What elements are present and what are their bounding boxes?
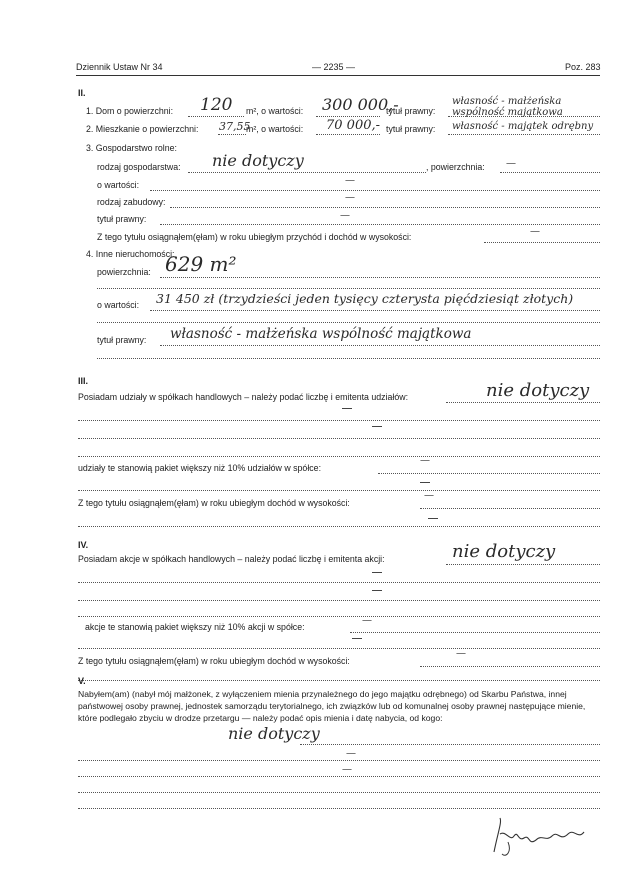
other-value-label: o wartości: — [97, 300, 140, 310]
apartment-area-line — [218, 134, 246, 135]
farm-income-line — [484, 242, 600, 243]
acquisition-question: Nabyłem(am) (nabył mój małżonek, z wyłączeniem mienia przynależnego do jego majątku odrębnego) od Skarbu Państwa, innej państwowej osoby prawnej, jednostek samorządu terytorialnego, ich związków lub od komunalnej osoby prawnej następujące mienie, które podlegało zbyciu w drodze przetargu — należy podać opis mienia i datę nabycia, od kogo: — [78, 689, 586, 723]
apartment-title-value: własność - majątek odrębny — [452, 121, 594, 132]
stocks-line-3 — [78, 600, 600, 601]
farm-kind-line — [188, 172, 426, 173]
apartment-label: 2. Mieszkanie o powierzchni: — [86, 124, 199, 134]
shares-10pct-line — [378, 473, 600, 474]
farm-buildings-label: rodzaj zabudowy: — [97, 197, 166, 207]
acquisition-dash-2: — — [342, 764, 352, 775]
shares-income-line — [420, 508, 600, 509]
other-property-heading: 4. Inne nieruchomości: — [86, 249, 175, 259]
stocks-question: Posiadam akcje w spółkach handlowych – należy podać liczbę i emitenta akcji: — [78, 554, 385, 564]
other-title-label: tytuł prawny: — [97, 335, 147, 345]
other-area-value: 629 m² — [165, 252, 237, 276]
section-v-numeral: V. — [78, 676, 86, 686]
stocks-line-4 — [78, 616, 600, 617]
acquisition-line-5 — [78, 808, 600, 809]
house-area-value: 120 — [200, 95, 233, 115]
house-value: 300 000,- — [322, 95, 399, 114]
acquisition-line-2 — [78, 760, 600, 761]
apartment-title-label: tytuł prawny: — [386, 124, 436, 134]
shares-dash-2 — [372, 426, 382, 427]
farm-title-value: — — [340, 210, 350, 221]
farm-area-label: , powierzchnia: — [426, 162, 485, 172]
house-area-line — [188, 116, 244, 117]
other-title-line — [160, 345, 600, 346]
shares-question: Posiadam udziały w spółkach handlowych – należy podać liczbę i emitenta udziałów: — [78, 392, 409, 402]
handwritten-signature — [488, 812, 588, 862]
stocks-income-line — [420, 666, 600, 667]
stocks-10pct-line — [350, 632, 600, 633]
acquisition-answer-line — [300, 744, 600, 745]
farm-income-label: Z tego tytułu osiągnąłem(ęłam) w roku ubiegłym przychód i dochód w wysokości: — [97, 232, 412, 242]
acquisition-dash-1: — — [346, 748, 356, 759]
stocks-line-2 — [78, 582, 600, 583]
house-title-label: tytuł prawny: — [386, 106, 436, 116]
shares-10pct-dash — [420, 482, 430, 483]
shares-line-2 — [78, 420, 600, 421]
apartment-title-line — [448, 134, 600, 135]
acquisition-line-3 — [78, 776, 600, 777]
farm-value-value: — — [345, 175, 355, 186]
other-area-line-2 — [97, 288, 600, 289]
section-ii-numeral: II. — [78, 88, 86, 98]
other-value-value: 31 450 zł (trzydzieści jeden tysięcy czterysta pięćdziesiąt złotych) — [156, 291, 574, 306]
acquisition-line-4 — [78, 792, 600, 793]
stocks-answer: nie dotyczy — [452, 541, 556, 562]
shares-dash-1 — [342, 408, 352, 409]
shares-10pct-answer: — — [420, 455, 430, 466]
header-rule — [76, 75, 600, 76]
stocks-answer-line — [446, 564, 600, 565]
other-title-value: własność - małżeńska wspólność majątkowa — [170, 326, 472, 342]
other-area-label: powierzchnia: — [97, 267, 151, 277]
shares-line-3 — [78, 438, 600, 439]
house-label: 1. Dom o powierzchni: — [86, 106, 174, 116]
shares-income-line-2 — [78, 526, 600, 527]
other-value-line — [150, 310, 600, 311]
stocks-dash-2 — [372, 590, 382, 591]
shares-line-4 — [78, 456, 600, 457]
farm-kind-value: nie dotyczy — [212, 151, 304, 170]
shares-income-question: Z tego tytułu osiągnąłem(ęłam) w roku ubiegłym dochód w wysokości: — [78, 498, 350, 508]
stocks-10pct-question: akcje te stanowią pakiet większy niż 10% akcji w spółce: — [85, 622, 305, 632]
page-number: — 2235 — — [312, 62, 356, 72]
farm-kind-label: rodzaj gospodarstwa: — [97, 162, 181, 172]
stocks-dash-1 — [372, 572, 382, 573]
shares-answer-line — [446, 402, 600, 403]
shares-income-answer: — — [424, 490, 434, 501]
other-area-line — [160, 277, 600, 278]
apartment-value-line — [316, 134, 380, 135]
farm-title-line — [160, 224, 600, 225]
house-title-value: własność - małżeńska wspólność majątkowa — [452, 96, 563, 118]
other-title-line-2 — [97, 358, 600, 359]
farm-heading: 3. Gospodarstwo rolne: — [86, 143, 177, 153]
farm-title-label: tytuł prawny: — [97, 214, 147, 224]
shares-income-dash — [428, 518, 438, 519]
farm-buildings-line — [170, 207, 600, 208]
house-value-line — [316, 116, 380, 117]
gazette-name: Dziennik Ustaw Nr 34 — [76, 62, 163, 72]
stocks-10pct-dash — [352, 638, 362, 639]
farm-income-value: — — [530, 226, 540, 237]
shares-10pct-line-2 — [78, 490, 600, 491]
stocks-10pct-answer: — — [362, 615, 372, 626]
farm-buildings-value: — — [345, 192, 355, 203]
stocks-income-line-2 — [78, 680, 600, 681]
stocks-10pct-line-2 — [78, 648, 600, 649]
stocks-income-answer: — — [456, 648, 466, 659]
farm-area-line — [500, 172, 600, 173]
apartment-value: 70 000,- — [326, 118, 381, 133]
farm-value-label: o wartości: — [97, 180, 140, 190]
acquisition-answer: nie dotyczy — [228, 724, 320, 743]
house-value-label: m², o wartości: — [246, 106, 304, 116]
stocks-income-question: Z tego tytułu osiągnąłem(ęłam) w roku ubiegłym dochód w wysokości: — [78, 656, 350, 666]
position-number: Poz. 283 — [565, 62, 601, 72]
section-iii-numeral: III. — [78, 376, 89, 386]
farm-area-value: — — [506, 158, 516, 169]
apartment-value-label: m², o wartości: — [246, 124, 304, 134]
shares-answer: nie dotyczy — [486, 380, 590, 401]
other-value-line-2 — [97, 322, 600, 323]
section-iv-numeral: IV. — [78, 540, 89, 550]
farm-value-line — [150, 190, 600, 191]
apartment-area-value: 37,55 — [219, 120, 251, 133]
shares-10pct-question: udziały te stanowią pakiet większy niż 10% udziałów w spółce: — [78, 463, 322, 473]
